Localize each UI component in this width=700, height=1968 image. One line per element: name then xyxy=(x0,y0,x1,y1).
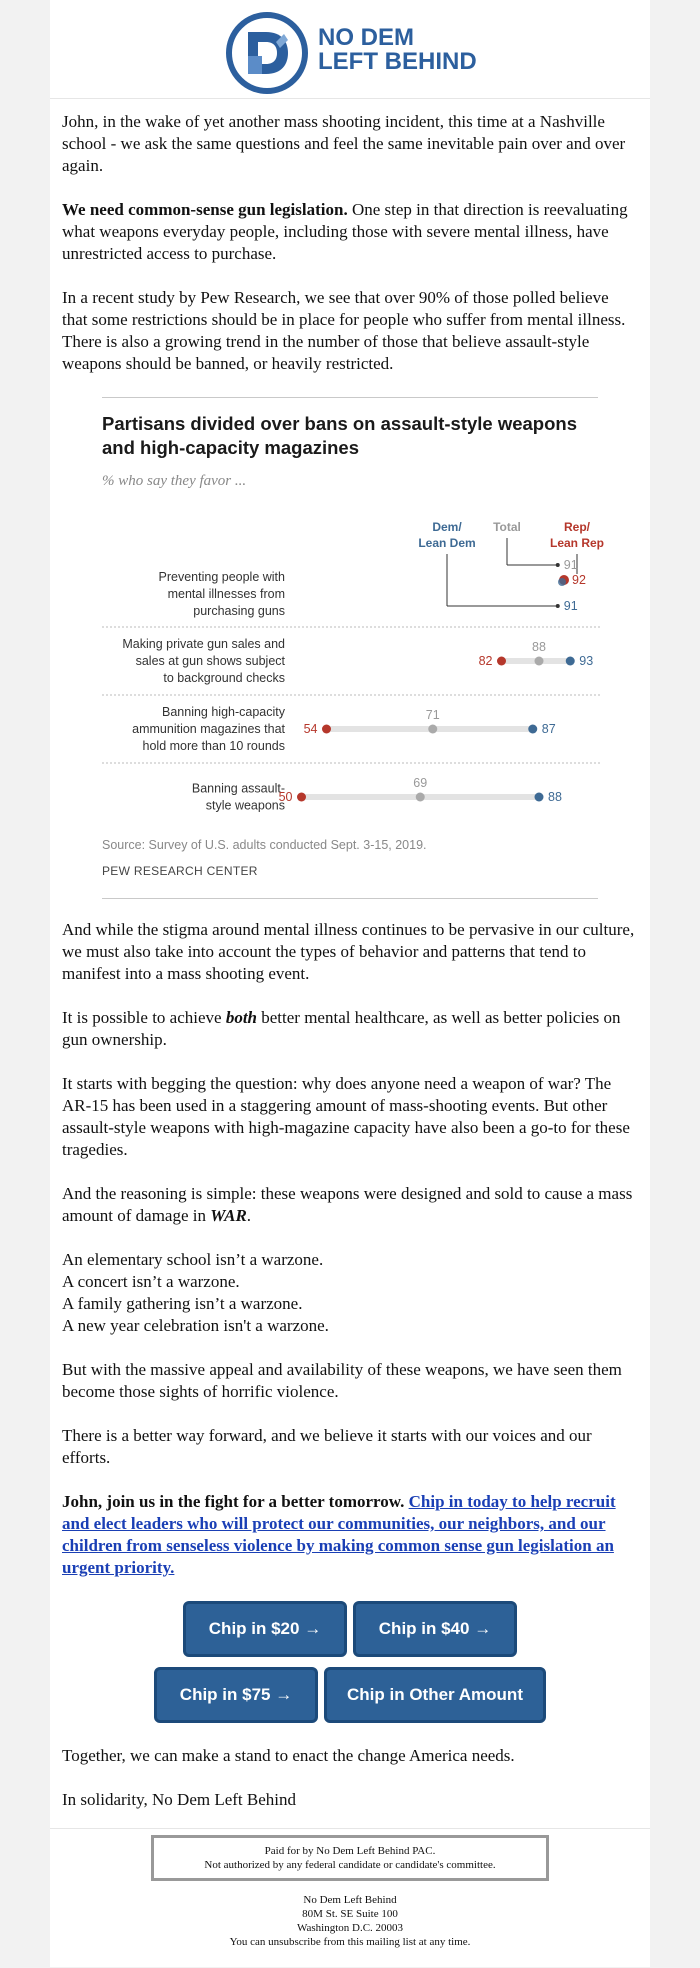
dot-dem xyxy=(556,604,560,608)
value-total: 91 xyxy=(563,558,578,572)
chip-in-other-button[interactable]: Chip in Other Amount xyxy=(324,1667,546,1723)
warzone-list xyxy=(62,1249,638,1337)
pew-chart xyxy=(102,397,605,899)
address-street: 80M St. SE Suite 100 xyxy=(302,1908,398,1920)
value-dem: 87 xyxy=(541,722,556,736)
value-dem: 91 xyxy=(563,599,578,613)
disclaimer-line: Not authorized by any federal candidate or candidate's committee. xyxy=(204,1859,496,1871)
chip-in-75-button[interactable]: Chip in $75 → xyxy=(154,1667,318,1723)
paragraph-reasoning-a: And the reasoning is simple: these weapons were designed and sold to cause a mass amount of damage in xyxy=(62,1184,633,1225)
paragraph-appeal: But with the massive appeal and availability of these weapons, we have seen them become those sights of horrific violence. xyxy=(62,1360,622,1401)
category-label: style weapons xyxy=(205,798,285,813)
dot-dem xyxy=(558,578,566,586)
paragraph-both-a: It is possible to achieve xyxy=(62,1008,226,1027)
legend-dem-label: Dem/ xyxy=(432,520,462,534)
value-rep: 50 xyxy=(278,790,293,804)
dot-total xyxy=(416,793,425,802)
paragraph-reasoning-b: . xyxy=(246,1206,252,1225)
warzone-line: A concert isn’t a warzone. xyxy=(62,1272,240,1291)
category-label: Banning assault- xyxy=(191,781,285,796)
chart-source: Source: Survey of U.S. adults conducted Sept. 3-15, 2019. xyxy=(102,838,427,852)
intro-paragraph-3: In a recent study by Pew Research, we see that over 90% of those polled believe that some restrictions should be in place for people who suffer from mental illness. There is also a growing trend in the number of those that believe assault-style weapons should be banned, or heavily restricted. xyxy=(62,288,626,373)
dot-rep xyxy=(297,793,306,802)
paragraph-together: Together, we can make a stand to enact the change America needs. xyxy=(62,1746,515,1765)
paragraph-reasoning xyxy=(62,1183,638,1227)
dot-total xyxy=(556,563,560,567)
paragraph-both-b: better mental healthcare, as well as better policies on gun ownership. xyxy=(62,1008,621,1049)
category-label: to background checks xyxy=(163,671,285,685)
donate-link[interactable]: Chip in today to help recruit and elect leaders who will protect our communities, our neighbors, and our children from senseless violence by making common sense gun legislation an urgent priority. xyxy=(62,1492,616,1577)
intro-paragraph-2 xyxy=(62,199,638,265)
dot-dem xyxy=(566,657,575,666)
address-name: No Dem Left Behind xyxy=(303,1894,397,1906)
category-label: ammunition magazines that xyxy=(132,722,285,736)
value-rep: 54 xyxy=(303,722,318,736)
dot-total xyxy=(535,657,544,666)
legend-total-label: Total xyxy=(493,520,521,534)
donate-row-1 xyxy=(62,1601,638,1657)
intro-paragraph-1: John, in the wake of yet another mass shooting incident, this time at a Nashville school - we ask the same questions and feel the same inevitable pain over and over again. xyxy=(62,112,626,175)
category-label: Banning high-capacity xyxy=(162,705,285,719)
legend-dem-label: Lean Dem xyxy=(418,536,476,550)
address-city: Washington D.C. 20003 xyxy=(296,1922,404,1934)
chip-in-20-button[interactable]: Chip in $20 → xyxy=(183,1601,347,1657)
value-total: 69 xyxy=(413,776,428,790)
value-dem: 93 xyxy=(579,654,594,668)
paid-for-box xyxy=(151,1835,549,1881)
paragraph-better-way: There is a better way forward, and we believe it starts with our voices and our efforts. xyxy=(62,1426,592,1467)
dot-rep xyxy=(497,657,506,666)
warzone-line: An elementary school isn’t a warzone. xyxy=(62,1250,324,1269)
email-body xyxy=(50,99,650,1811)
email-footer xyxy=(50,1828,650,1968)
logo-line-2: LEFT BEHIND xyxy=(318,48,477,75)
value-total: 88 xyxy=(532,640,546,654)
dot-dem xyxy=(535,793,544,802)
dot-dem xyxy=(528,725,537,734)
category-label: Making private gun sales and xyxy=(122,637,285,651)
value-dem: 88 xyxy=(548,790,562,804)
intro-paragraph-2-rest: One step in that direction is reevaluating what weapons everyday people, including those with severe mental illness, have unrestricted access to purchase. xyxy=(62,200,628,263)
cta-bold: John, join us in the fight for a better tomorrow. xyxy=(62,1492,405,1511)
chart-title: Partisans divided over bans on assault-style weapons and high-capacity magazines xyxy=(102,413,577,458)
chip-in-40-button[interactable]: Chip in $40 → xyxy=(353,1601,517,1657)
legend-rep-label: Rep/ xyxy=(563,520,591,534)
category-label: mental illnesses from xyxy=(167,587,285,601)
paragraph-both xyxy=(62,1007,638,1051)
chart-subtitle: % who say they favor ... xyxy=(102,473,247,489)
value-rep: 92 xyxy=(572,573,586,587)
warzone-line: A family gathering isn’t a warzone. xyxy=(62,1294,303,1313)
dot-rep xyxy=(322,725,331,734)
paragraph-weapon-of-war: It starts with begging the question: why does anyone need a weapon of war? The AR-15 has been used in a staggering amount of mass-shooting events. But other assault-style weapons with high-magazine capacity have also been a go-to for these tragedies. xyxy=(62,1074,630,1159)
signoff: In solidarity, No Dem Left Behind xyxy=(62,1790,297,1809)
chart-plot xyxy=(102,398,622,828)
warzone-line: A new year celebration isn't a warzone. xyxy=(62,1316,329,1335)
category-label: Preventing people with xyxy=(158,570,285,584)
email-header xyxy=(50,0,650,99)
category-label: purchasing guns xyxy=(193,604,285,618)
unsubscribe-note: You can unsubscribe from this mailing list at any time. xyxy=(229,1936,471,1948)
logo-wordmark xyxy=(318,26,477,74)
email-page xyxy=(50,0,650,1967)
logo-icon xyxy=(226,12,308,94)
intro-bold: We need common-sense gun legislation. xyxy=(62,200,348,219)
logo-line-1: NO DEM xyxy=(318,24,414,51)
paragraph-stigma: And while the stigma around mental illness continues to be pervasive in our culture, we must also take into account the types of behavior and patterns that tend to manifest into a mass shooting event. xyxy=(62,920,635,983)
donate-row-2 xyxy=(62,1667,638,1723)
value-total: 71 xyxy=(425,708,440,722)
dot-total xyxy=(428,725,437,734)
paragraph-call-to-action xyxy=(62,1491,638,1579)
category-label: hold more than 10 rounds xyxy=(142,739,285,753)
category-label: sales at gun shows subject xyxy=(135,654,285,668)
chart-publisher: PEW RESEARCH CENTER xyxy=(102,864,258,878)
paragraph-reasoning-em: WAR xyxy=(210,1206,247,1225)
mailing-address xyxy=(50,1893,650,1949)
paragraph-both-em: both xyxy=(225,1008,258,1027)
legend-rep-label: Lean Rep xyxy=(549,536,605,550)
paid-for-line: Paid for by No Dem Left Behind PAC. xyxy=(264,1845,436,1857)
value-rep: 82 xyxy=(478,654,493,668)
